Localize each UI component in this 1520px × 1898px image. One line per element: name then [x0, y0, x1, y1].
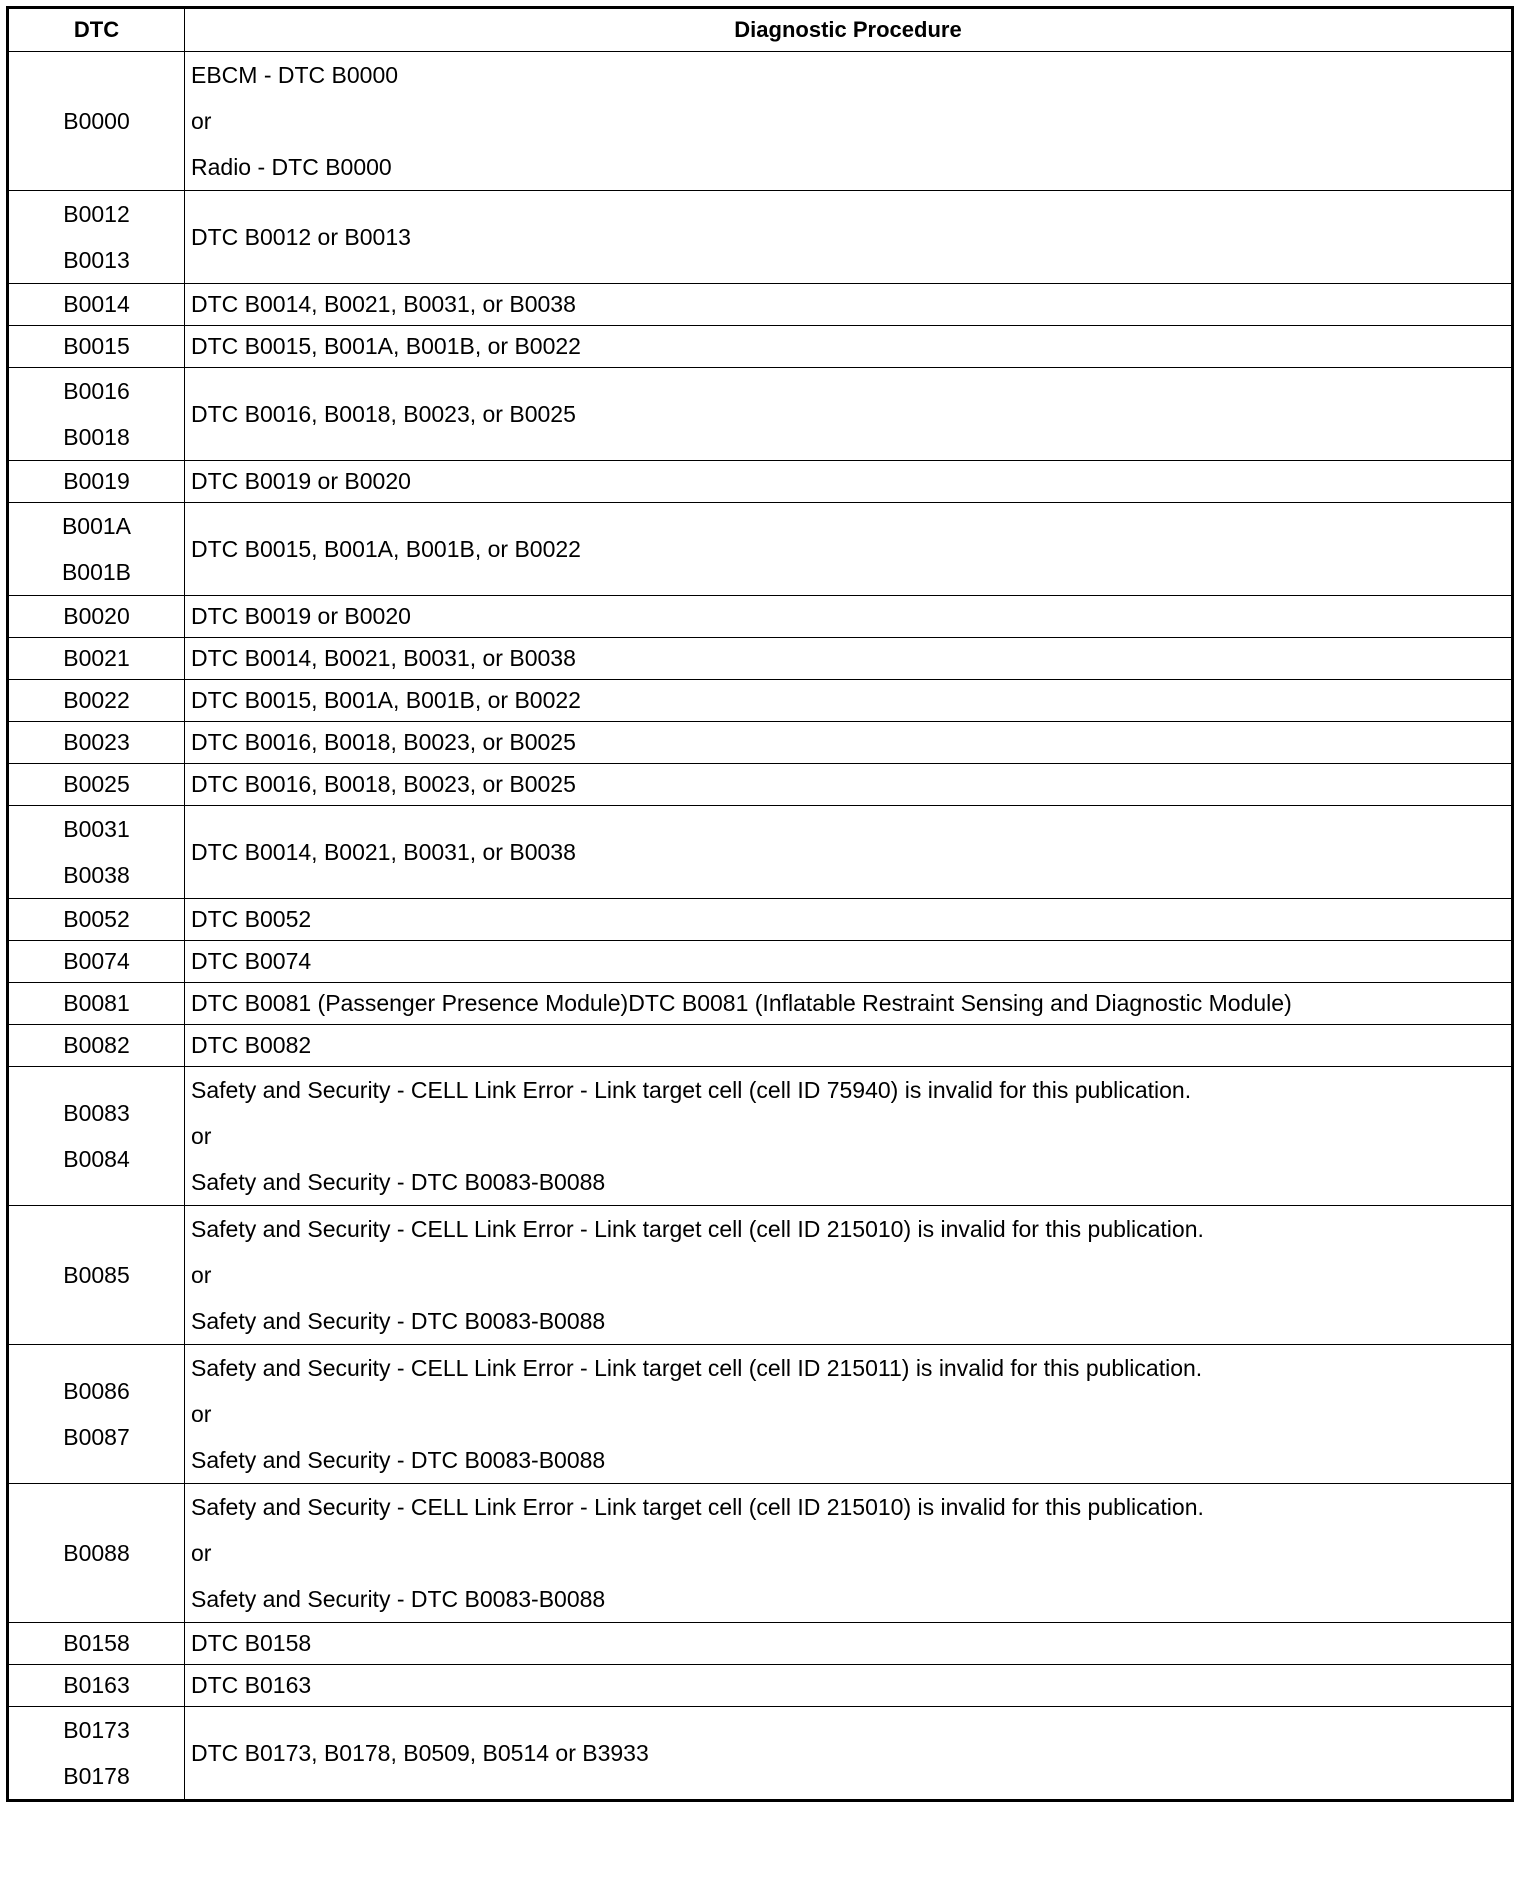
dtc-cell — [8, 899, 185, 941]
procedure-cell — [185, 461, 1513, 503]
dtc-code: B001B — [61, 559, 132, 585]
table-row — [8, 191, 1513, 284]
dtc-code: B0000 — [63, 107, 130, 134]
procedure-text: DTC B0173, B0178, B0509, B0514 or B3933 — [191, 1739, 649, 1766]
table-row — [8, 680, 1513, 722]
procedure-text: DTC B0015, B001A, B001B, or B0022 — [191, 687, 581, 713]
procedure-cell — [185, 941, 1513, 983]
table-row — [8, 638, 1513, 680]
dtc-code: B0178 — [63, 1763, 130, 1789]
table-row — [8, 1665, 1513, 1707]
procedure-text: DTC B0082 — [191, 1032, 312, 1058]
procedure-cell — [185, 1345, 1513, 1484]
table-body — [8, 52, 1513, 1801]
procedure-text: Safety and Security - DTC B0083-B0088 — [191, 1169, 606, 1195]
procedure-cell — [185, 1707, 1513, 1801]
procedure-text: DTC B0015, B001A, B001B, or B0022 — [191, 333, 581, 359]
dtc-cell — [8, 722, 185, 764]
dtc-code: B0015 — [63, 333, 130, 359]
dtc-code: B0021 — [63, 645, 130, 671]
dtc-code: B001A — [61, 513, 132, 539]
procedure-cell — [185, 983, 1513, 1025]
procedure-text: DTC B0015, B001A, B001B, or B0022 — [191, 535, 581, 562]
procedure-text: DTC B0016, B0018, B0023, or B0025 — [191, 771, 576, 797]
table-row — [8, 503, 1513, 596]
procedure-cell — [185, 764, 1513, 806]
procedure-text: DTC B0052 — [191, 906, 312, 932]
dtc-cell — [8, 52, 185, 191]
procedure-text: or — [191, 1401, 212, 1427]
dtc-cell — [8, 1206, 185, 1345]
dtc-code: B0014 — [63, 291, 130, 317]
procedure-text: Safety and Security - DTC B0083-B0088 — [191, 1586, 606, 1612]
dtc-code: B0088 — [63, 1539, 130, 1566]
procedure-cell — [185, 1206, 1513, 1345]
procedure-cell — [185, 52, 1513, 191]
procedure-text: Radio - DTC B0000 — [191, 154, 392, 180]
table-row — [8, 1067, 1513, 1206]
dtc-cell — [8, 1345, 185, 1484]
dtc-code: B0082 — [63, 1032, 130, 1058]
table-row — [8, 1623, 1513, 1665]
dtc-cell — [8, 461, 185, 503]
dtc-cell — [8, 1067, 185, 1206]
dtc-code: B0052 — [63, 906, 130, 932]
procedure-cell — [185, 368, 1513, 461]
dtc-code: B0018 — [63, 424, 130, 450]
procedure-text: Safety and Security - DTC B0083-B0088 — [191, 1447, 606, 1473]
dtc-code: B0083 — [63, 1100, 130, 1126]
procedure-cell — [185, 722, 1513, 764]
dtc-code: B0158 — [63, 1630, 130, 1656]
procedure-cell — [185, 1665, 1513, 1707]
dtc-cell — [8, 191, 185, 284]
dtc-code: B0025 — [63, 771, 130, 797]
dtc-code: B0038 — [63, 862, 130, 888]
table-row — [8, 722, 1513, 764]
dtc-cell — [8, 1623, 185, 1665]
dtc-cell — [8, 1665, 185, 1707]
procedure-cell — [185, 806, 1513, 899]
dtc-cell — [8, 806, 185, 899]
procedure-cell — [185, 503, 1513, 596]
procedure-text: DTC B0014, B0021, B0031, or B0038 — [191, 838, 576, 865]
procedure-text: DTC B0081 (Passenger Presence Module)DTC B0081 (Inflatable Restraint Sensing and Diagnostic Module) — [191, 990, 1292, 1016]
procedure-cell — [185, 1623, 1513, 1665]
table-row — [8, 326, 1513, 368]
procedure-text: or — [191, 1540, 212, 1566]
dtc-code: B0031 — [63, 816, 130, 842]
procedure-text: DTC B0019 or B0020 — [191, 468, 411, 494]
procedure-text: DTC B0019 or B0020 — [191, 603, 411, 629]
table-row — [8, 284, 1513, 326]
procedure-text: Safety and Security - CELL Link Error - Link target cell (cell ID 215010) is invalid for this publication. — [191, 1216, 1204, 1242]
procedure-text: DTC B0012 or B0013 — [191, 223, 411, 250]
procedure-cell — [185, 1484, 1513, 1623]
dtc-cell — [8, 326, 185, 368]
dtc-code: B0020 — [63, 603, 130, 629]
procedure-text: or — [191, 1262, 212, 1288]
procedure-text: Safety and Security - DTC B0083-B0088 — [191, 1308, 606, 1334]
procedure-text: DTC B0074 — [191, 948, 312, 974]
dtc-code: B0087 — [63, 1424, 130, 1450]
procedure-text: DTC B0163 — [191, 1672, 312, 1698]
dtc-code: B0085 — [63, 1261, 130, 1288]
table-row — [8, 52, 1513, 191]
procedure-text: Safety and Security - CELL Link Error - Link target cell (cell ID 215010) is invalid for this publication. — [191, 1494, 1204, 1520]
dtc-code: B0012 — [63, 201, 130, 227]
procedure-text: EBCM - DTC B0000 — [191, 62, 399, 88]
procedure-cell — [185, 284, 1513, 326]
dtc-code: B0084 — [63, 1146, 130, 1172]
procedure-cell — [185, 596, 1513, 638]
table-row — [8, 1025, 1513, 1067]
dtc-cell — [8, 1707, 185, 1801]
procedure-cell — [185, 1025, 1513, 1067]
table-row — [8, 461, 1513, 503]
table-row — [8, 983, 1513, 1025]
procedure-cell — [185, 680, 1513, 722]
procedure-cell — [185, 191, 1513, 284]
dtc-cell — [8, 680, 185, 722]
table-row — [8, 368, 1513, 461]
table-row — [8, 899, 1513, 941]
dtc-cell — [8, 1484, 185, 1623]
dtc-cell — [8, 983, 185, 1025]
procedure-cell — [185, 899, 1513, 941]
dtc-code: B0016 — [63, 378, 130, 404]
dtc-cell — [8, 638, 185, 680]
dtc-cell — [8, 368, 185, 461]
procedure-cell — [185, 1067, 1513, 1206]
dtc-cell — [8, 284, 185, 326]
dtc-code: B0086 — [63, 1378, 130, 1404]
dtc-cell — [8, 941, 185, 983]
table-row — [8, 1206, 1513, 1345]
dtc-code: B0163 — [63, 1672, 130, 1698]
procedure-text: DTC B0014, B0021, B0031, or B0038 — [191, 291, 576, 317]
dtc-cell — [8, 764, 185, 806]
table-row — [8, 596, 1513, 638]
dtc-cell — [8, 503, 185, 596]
dtc-table — [6, 6, 1514, 1802]
dtc-code: B0081 — [63, 990, 130, 1016]
dtc-code: B0023 — [63, 729, 130, 755]
table-row — [8, 1707, 1513, 1801]
dtc-code: B0022 — [63, 687, 130, 713]
dtc-code: B0074 — [63, 948, 130, 974]
procedure-cell — [185, 638, 1513, 680]
procedure-text: DTC B0016, B0018, B0023, or B0025 — [191, 400, 576, 427]
procedure-cell — [185, 326, 1513, 368]
table-row — [8, 1345, 1513, 1484]
table-header-row — [8, 8, 1513, 52]
procedure-text: Safety and Security - CELL Link Error - Link target cell (cell ID 75940) is invalid for this publication. — [191, 1077, 1192, 1103]
table-row — [8, 806, 1513, 899]
procedure-text: or — [191, 1123, 212, 1149]
header-dtc: DTC — [8, 8, 185, 52]
table-row — [8, 941, 1513, 983]
dtc-code: B0013 — [63, 247, 130, 273]
procedure-text: DTC B0014, B0021, B0031, or B0038 — [191, 645, 576, 671]
dtc-code: B0173 — [63, 1717, 130, 1743]
dtc-cell — [8, 596, 185, 638]
header-procedure: Diagnostic Procedure — [185, 8, 1513, 52]
procedure-text: Safety and Security - CELL Link Error - Link target cell (cell ID 215011) is invalid for this publication. — [191, 1355, 1203, 1381]
procedure-text: DTC B0158 — [191, 1630, 312, 1656]
procedure-text: or — [191, 108, 212, 134]
table-row — [8, 1484, 1513, 1623]
dtc-cell — [8, 1025, 185, 1067]
dtc-code: B0019 — [63, 468, 130, 494]
procedure-text: DTC B0016, B0018, B0023, or B0025 — [191, 729, 576, 755]
table-row — [8, 764, 1513, 806]
